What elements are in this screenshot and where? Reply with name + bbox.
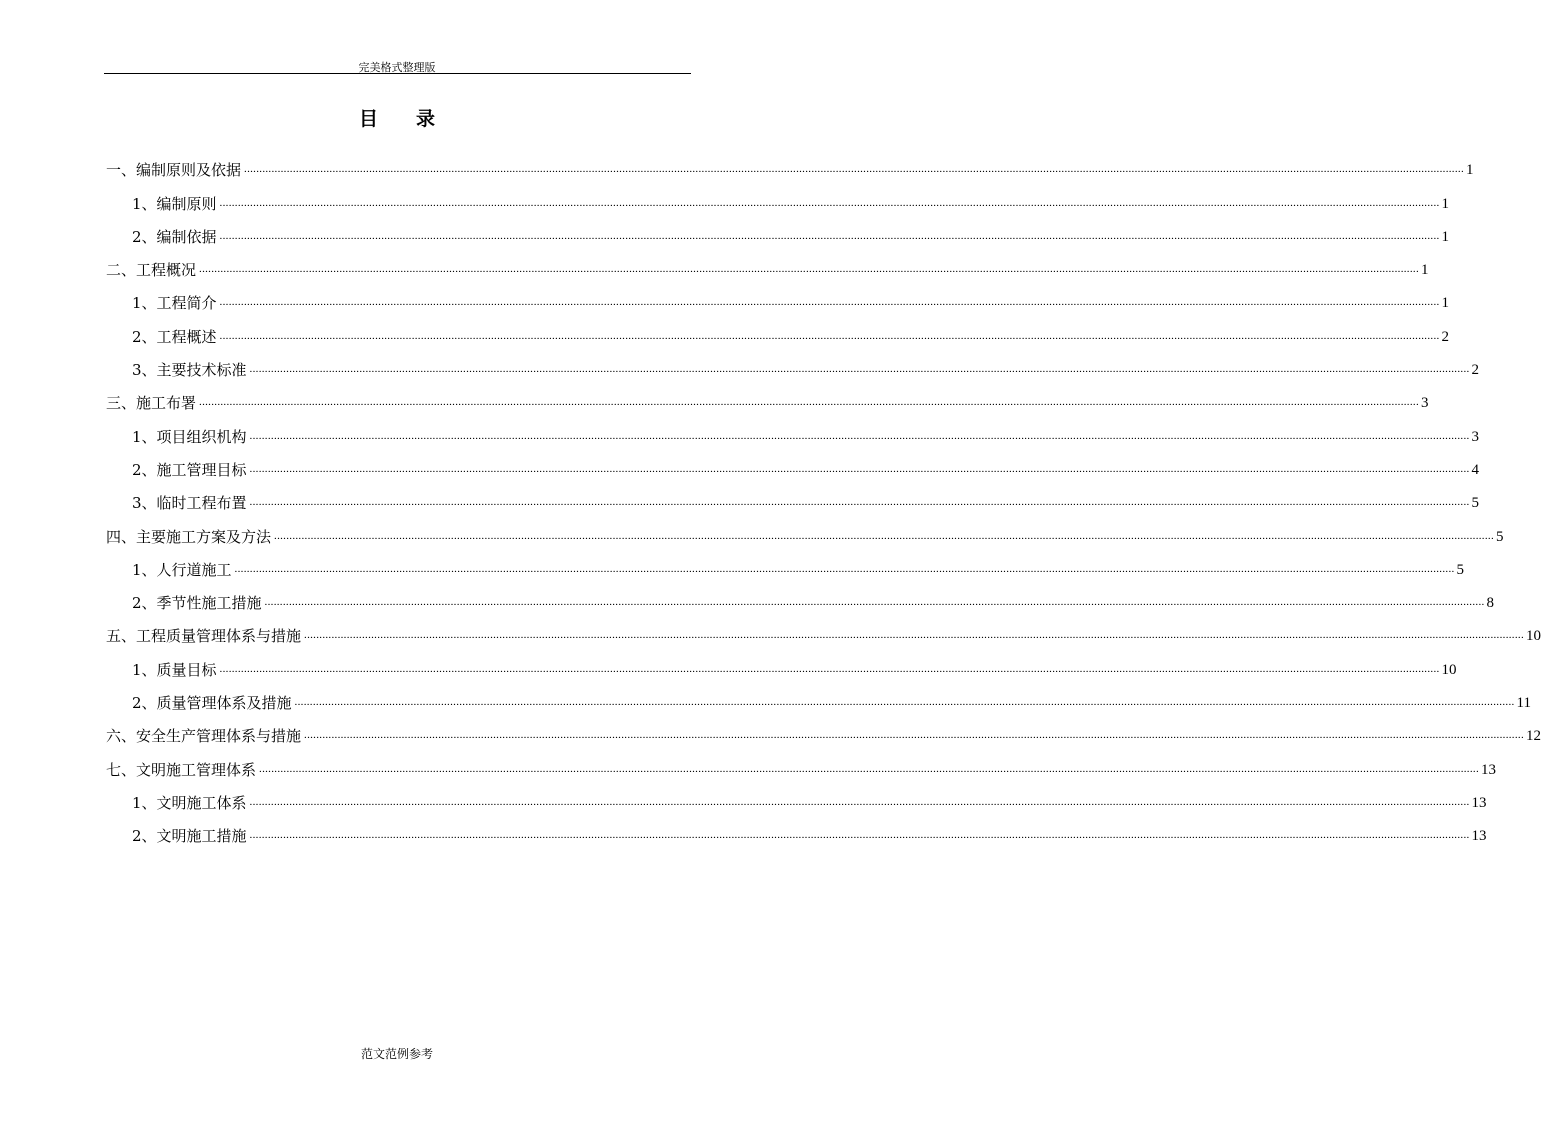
toc-entry-page: 5 [1456,561,1465,578]
toc-entry-label: 一、编制原则及依据 [106,161,242,180]
toc-entry-page: 2 [1471,362,1480,379]
toc-leader-dots: ................................................................................................................................................................................................................................................................................................................................................................................................................ [249,496,1470,509]
toc-entry-page: 1 [1441,195,1450,212]
toc-entry-page: 11 [1516,695,1531,712]
toc-leader-dots: ................................................................................................................................................................................................................................................................................................................................................................................................................ [304,729,1525,742]
toc-leader-dots: ................................................................................................................................................................................................................................................................................................................................................................................................................ [219,662,1440,675]
toc-entry[interactable] [106,146,1474,180]
toc-entry-label: 2、文明施工措施 [132,827,247,846]
toc-leader-dots: ................................................................................................................................................................................................................................................................................................................................................................................................................ [274,529,1495,542]
toc-entry-page: 2 [1441,328,1450,345]
toc-entry-page: 1 [1441,228,1450,245]
toc-entry-page: 13 [1481,761,1497,778]
toc-entry-page: 8 [1486,595,1495,612]
toc-entry-page: 13 [1471,794,1487,811]
toc-entry[interactable] [106,712,1541,746]
toc-leader-dots: ................................................................................................................................................................................................................................................................................................................................................................................................................ [199,396,1420,409]
toc-leader-dots: ................................................................................................................................................................................................................................................................................................................................................................................................................ [249,829,1470,842]
page-footer: 范文范例参考 [360,1047,433,1061]
toc-entry-label: 四、主要施工方案及方法 [106,527,272,546]
toc-leader-dots: ................................................................................................................................................................................................................................................................................................................................................................................................................ [249,363,1470,376]
toc-title: 目 录 [358,108,435,130]
toc-leader-dots: ................................................................................................................................................................................................................................................................................................................................................................................................................ [219,329,1440,342]
toc-entry-page: 10 [1526,628,1541,645]
toc-leader-dots: ................................................................................................................................................................................................................................................................................................................................................................................................................ [249,795,1470,808]
toc-entry[interactable] [106,812,1487,846]
toc-entry-label: 3、主要技术标准 [132,361,247,380]
toc-entry-label: 2、编制依据 [132,227,217,246]
toc-entry-page: 13 [1471,828,1487,845]
toc-entry-page: 4 [1471,461,1480,478]
toc-leader-dots: ................................................................................................................................................................................................................................................................................................................................................................................................................ [219,196,1440,209]
toc-leader-dots: ................................................................................................................................................................................................................................................................................................................................................................................................................ [304,629,1525,642]
toc-entry-page: 12 [1526,728,1541,745]
toc-entry-label: 1、工程简介 [132,294,217,313]
toc-entry-label: 1、编制原则 [132,194,217,213]
toc-leader-dots: ................................................................................................................................................................................................................................................................................................................................................................................................................ [249,429,1470,442]
toc-entry[interactable] [106,412,1480,446]
toc-entry-page: 10 [1441,661,1457,678]
toc-entry[interactable] [106,479,1480,513]
page-header: 完美格式整理版 [358,61,436,74]
toc-entry[interactable] [106,312,1450,346]
toc-entry[interactable] [106,379,1429,413]
toc-entry[interactable] [106,679,1531,713]
toc-leader-dots: ................................................................................................................................................................................................................................................................................................................................................................................................................ [244,163,1465,176]
toc-entry[interactable] [106,579,1495,613]
toc-entry[interactable] [106,246,1429,280]
table-of-contents [106,146,1541,846]
toc-entry-label: 3、临时工程布置 [132,494,247,513]
toc-leader-dots: ................................................................................................................................................................................................................................................................................................................................................................................................................ [234,562,1455,575]
toc-leader-dots: ................................................................................................................................................................................................................................................................................................................................................................................................................ [199,263,1420,276]
toc-entry-page: 1 [1421,262,1429,279]
toc-entry-page: 3 [1421,395,1429,412]
toc-entry[interactable] [106,745,1497,779]
toc-leader-dots: ................................................................................................................................................................................................................................................................................................................................................................................................................ [219,229,1440,242]
toc-entry[interactable] [106,645,1457,679]
toc-entry-label: 1、人行道施工 [132,560,232,579]
toc-entry-page: 5 [1496,528,1504,545]
toc-leader-dots: ................................................................................................................................................................................................................................................................................................................................................................................................................ [259,762,1480,775]
toc-entry-label: 2、工程概述 [132,327,217,346]
toc-entry-page: 1 [1466,162,1474,179]
toc-entry[interactable] [106,346,1480,380]
toc-entry[interactable] [106,612,1541,646]
toc-entry[interactable] [106,779,1487,812]
toc-entry-label: 2、施工管理目标 [132,460,247,479]
toc-entry[interactable] [106,512,1504,546]
header-divider [104,73,691,74]
toc-entry-label: 1、文明施工体系 [132,793,247,812]
toc-entry-page: 5 [1471,495,1480,512]
toc-leader-dots: ................................................................................................................................................................................................................................................................................................................................................................................................................ [264,596,1485,609]
toc-entry[interactable] [106,213,1450,246]
toc-entry-label: 2、季节性施工措施 [132,594,262,613]
toc-entry[interactable] [106,179,1450,213]
toc-leader-dots: ................................................................................................................................................................................................................................................................................................................................................................................................................ [294,696,1515,709]
toc-entry-label: 七、文明施工管理体系 [106,760,257,779]
toc-entry-label: 1、项目组织机构 [132,427,247,446]
toc-entry-label: 二、工程概况 [106,261,197,280]
toc-entry-label: 1、质量目标 [132,660,217,679]
toc-leader-dots: ................................................................................................................................................................................................................................................................................................................................................................................................................ [219,296,1440,309]
toc-entry[interactable] [106,279,1450,313]
toc-entry-label: 三、施工布署 [106,394,197,413]
toc-entry-page: 1 [1441,295,1450,312]
toc-leader-dots: ................................................................................................................................................................................................................................................................................................................................................................................................................ [249,462,1470,475]
toc-entry-page: 3 [1471,428,1480,445]
toc-entry-label: 2、质量管理体系及措施 [132,694,292,713]
toc-entry-label: 六、安全生产管理体系与措施 [106,727,302,746]
toc-entry[interactable] [106,446,1480,479]
toc-entry-label: 五、工程质量管理体系与措施 [106,627,302,646]
toc-entry[interactable] [106,546,1465,579]
